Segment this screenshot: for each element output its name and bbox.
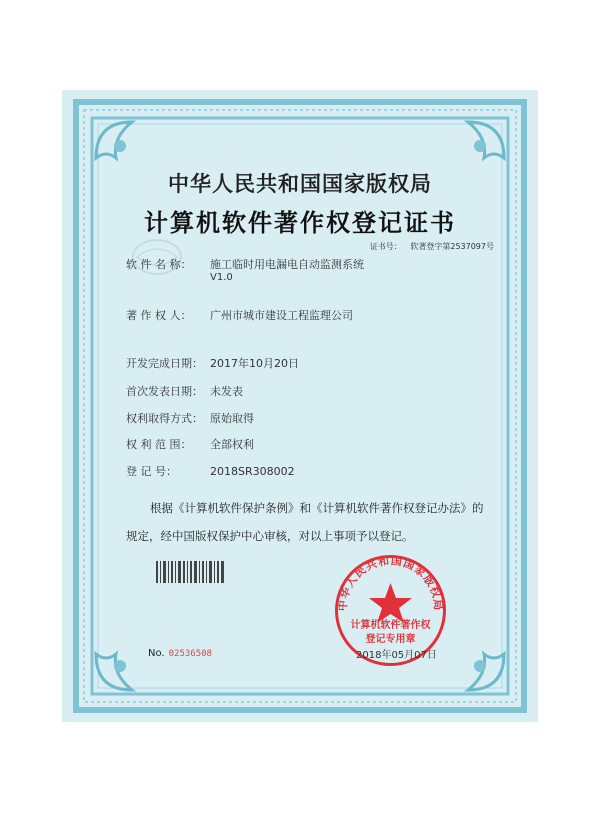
- authority-name: 中华人民共和国国家版权局: [168, 172, 432, 196]
- certificate-number: [370, 241, 494, 252]
- acquisition-label: 权利取得方式：: [126, 412, 203, 425]
- copyright-owner-value: 广州市城市建设工程监理公司: [210, 309, 353, 322]
- seal-line-2: 登记专用章: [365, 634, 416, 645]
- registration-number-label: 登 记 号：: [126, 465, 177, 478]
- software-name-row: [126, 256, 364, 272]
- completion-date-label: 开发完成日期：: [126, 357, 203, 370]
- certificate-title: 计算机软件著作权登记证书: [144, 209, 456, 237]
- statement-line-1: 根据《计算机软件保护条例》和《计算机软件著作权登记办法》的: [150, 501, 484, 515]
- acquisition-row: [126, 410, 254, 426]
- completion-date-value: 2017年10月20日: [210, 357, 299, 370]
- software-name-value: 施工临时用电漏电自动监测系统: [210, 258, 364, 271]
- scope-label: 权 利 范 围：: [126, 438, 192, 451]
- issue-date: 2018年05月07日: [356, 650, 437, 661]
- serial-value: 02536508: [168, 649, 212, 659]
- registration-number-row: [126, 463, 295, 479]
- serial-prefix: No.: [148, 648, 165, 659]
- statement-line-2: 规定，经中国版权保护中心审核，对以上事项予以登记。: [126, 529, 414, 543]
- first-publication-value: 未发表: [210, 385, 243, 398]
- acquisition-value: 原始取得: [210, 412, 254, 425]
- seal-line-1: 计算机软件著作权: [350, 620, 431, 631]
- registration-statement: [126, 494, 486, 550]
- seal-ring-text: 中华人民共和国国家版权局: [336, 554, 445, 612]
- software-version: V1.0: [210, 272, 233, 283]
- first-publication-row: [126, 383, 243, 399]
- barcode: [156, 561, 224, 583]
- serial-number: [148, 648, 212, 659]
- scope-value: 全部权利: [210, 438, 254, 451]
- copyright-owner-row: [126, 307, 353, 323]
- scope-row: [126, 436, 254, 452]
- software-name-label: 软 件 名 称：: [126, 258, 192, 271]
- completion-date-row: [126, 355, 299, 371]
- certificate-number-label: 证书号：: [369, 242, 402, 251]
- copyright-owner-label: 著 作 权 人：: [126, 309, 192, 322]
- certificate-number-value: 软著登字第2537097号: [410, 242, 494, 251]
- registration-number-value: 2018SR308002: [210, 465, 295, 478]
- first-publication-label: 首次发表日期：: [126, 385, 203, 398]
